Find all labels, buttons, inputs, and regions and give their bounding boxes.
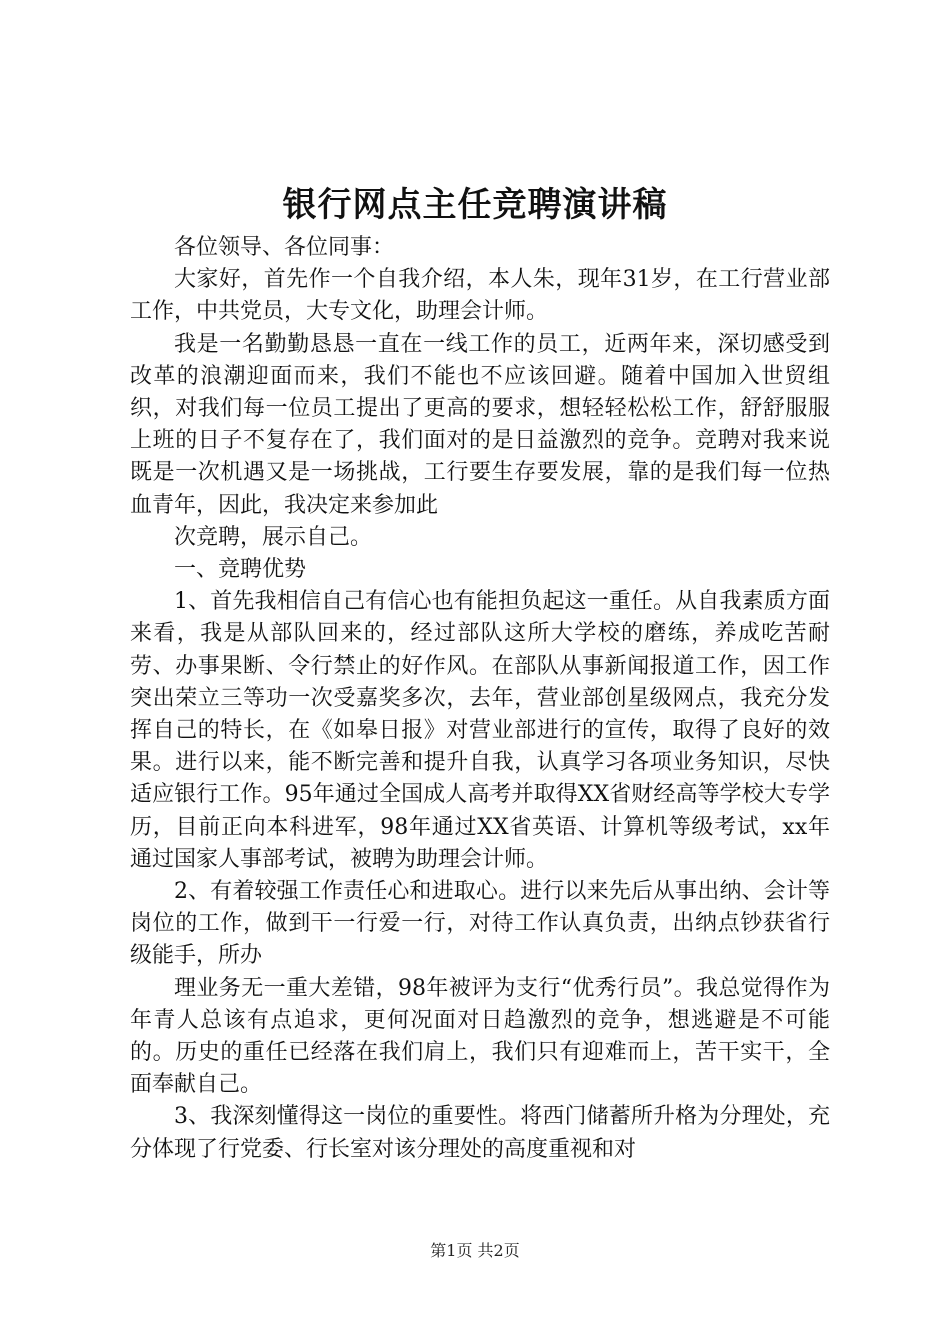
advantage-3-paragraph: 3、我深刻懂得这一岗位的重要性。将西门储蓄所升格为分理处，充分体现了行党委、行长室对该分理处的高度重视和对 bbox=[130, 1104, 830, 1162]
advantage-2-continuation-paragraph: 理业务无一重大差错，98年被评为支行“优秀行员”。我总觉得作为年青人总该有点追求，更何况面对日趋激烈的竞争，想逃避是不可能的。历史的重任已经落在我们肩上，我们只有迎难而上，苦干实干，全面奉献自己。 bbox=[130, 975, 830, 1098]
advantage-1-paragraph: 1、首先我相信自己有信心也有能担负起这一重任。从自我素质方面来看，我是从部队回来的，经过部队这所大学校的磨练，养成吃苦耐劳、办事果断、令行禁止的好作风。在部队从事新闻报道工作，因工作突出荣立三等功一次受嘉奖多次，去年，营业部创星级网点，我充分发挥自己的特长，在《如皋日报》对营业部进行的宣传，取得了良好的效果。进行以来，能不断完善和提升自我，认真学习各项业务知识，尽快适应银行工作。95年通过全国成人高考并取得XX省财经高等学校大专学历，目前正向本科进军，98年通过XX省英语、计算机等级考试，xx年通过国家人事部考试，被聘为助理会计师。 bbox=[130, 589, 830, 872]
salutation-paragraph: 各位领导、各位同事： bbox=[174, 235, 395, 260]
motivation-paragraph: 我是一名勤勤恳恳一直在一线工作的员工，近两年来，深切感受到改革的浪潮迎面而来，我们不能也不应该回避。随着中国加入世贸组织，对我们每一位员工提出了更高的要求，想轻轻松松工作，舒舒服服上班的日子不复存在了，我们面对的是日益激烈的竞争。竞聘对我来说既是一次机遇又是一场挑战，工行要生存要发展，靠的是我们每一位热血青年，因此，我决定来参加此 bbox=[130, 331, 830, 518]
page-number-footer: 第1页 共2页 bbox=[430, 1241, 520, 1260]
introduction-paragraph: 大家好，首先作一个自我介绍，本人朱，现年31岁，在工行营业部工作，中共党员，大专文化，助理会计师。 bbox=[130, 267, 830, 325]
motivation-continuation-paragraph: 次竞聘，展示自己。 bbox=[174, 524, 373, 550]
document-title: 银行网点主任竞聘演讲稿 bbox=[282, 185, 668, 225]
section-heading: 一、竞聘优势 bbox=[174, 557, 307, 583]
document-body bbox=[130, 232, 830, 1166]
advantage-2-paragraph: 2、有着较强工作责任心和进取心。进行以来先后从事出纳、会计等岗位的工作，做到干一行爱一行，对待工作认真负责，出纳点钞获省行级能手，所办 bbox=[130, 879, 830, 969]
